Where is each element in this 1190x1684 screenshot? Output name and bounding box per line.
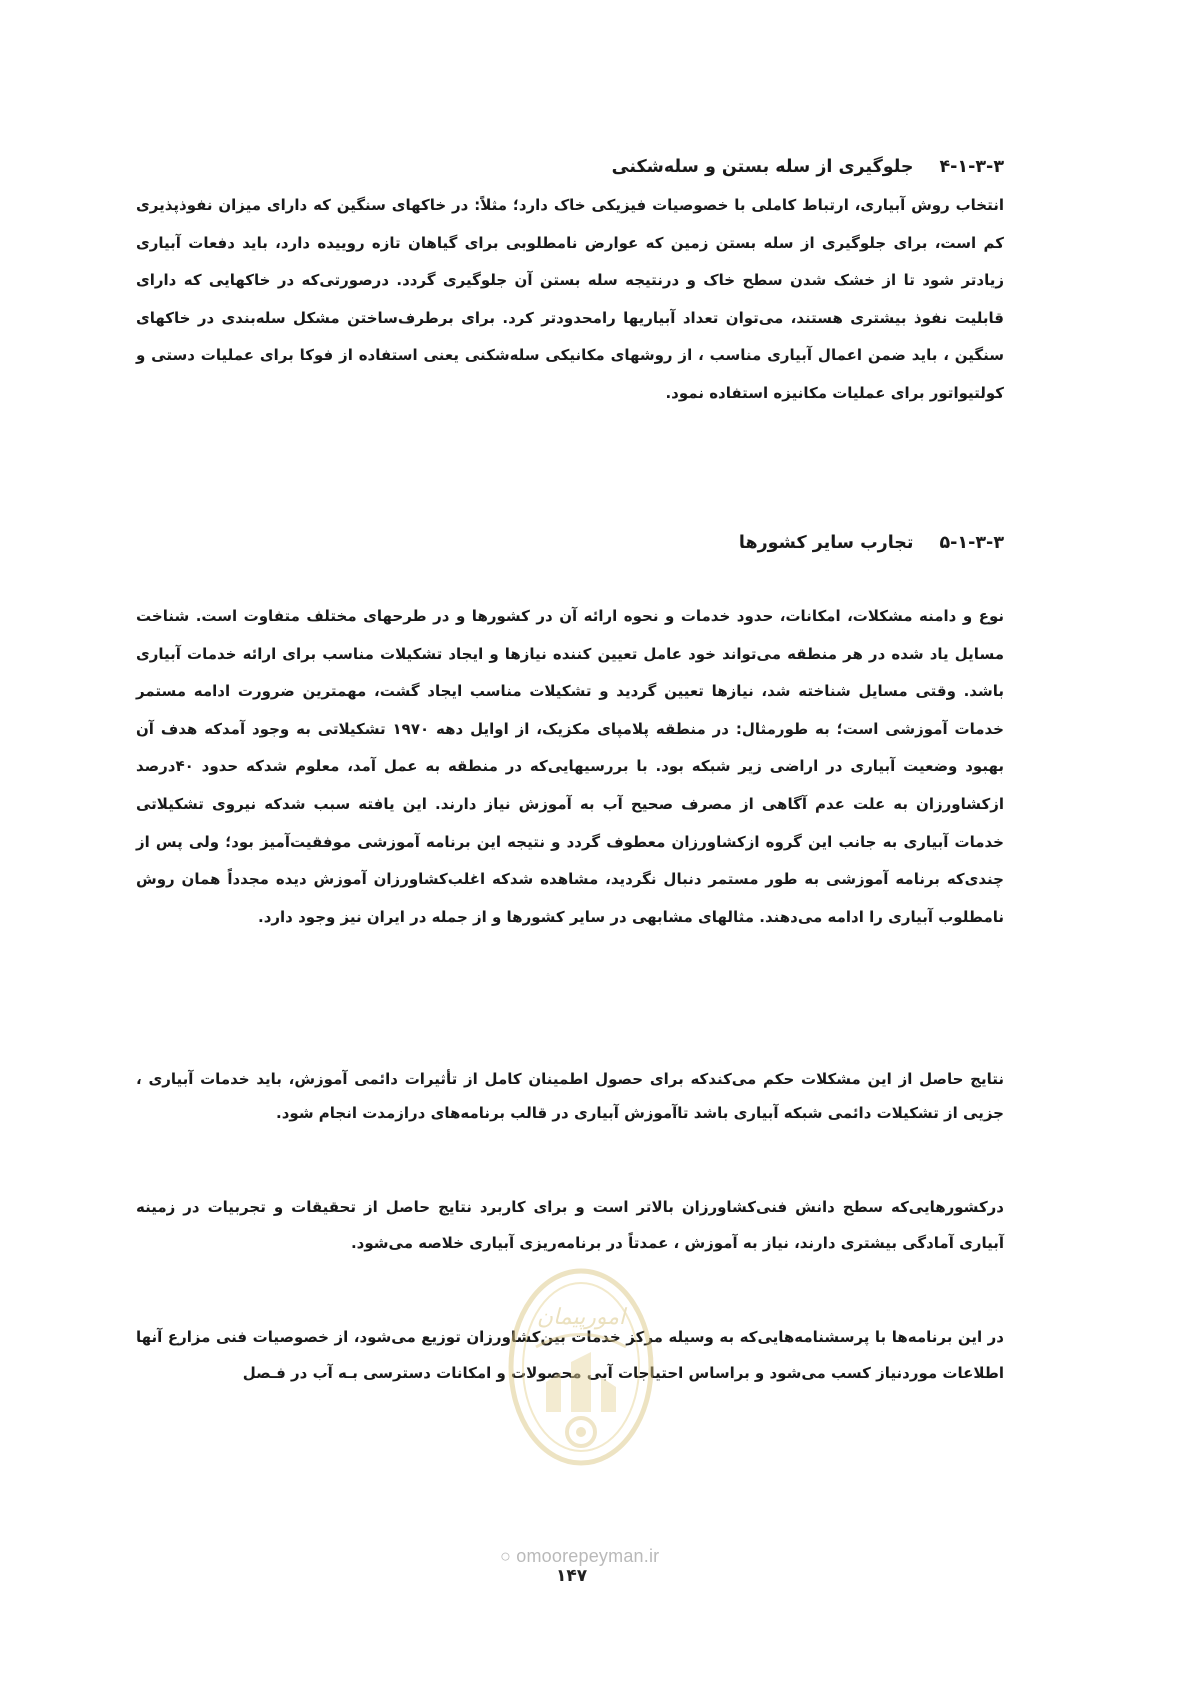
paragraph-other-countries: نوع و دامنه مشکلات، امکانات، حدود خدمات و نحوه ارائه آن در کشورها و در طرحهای مختلف متفاوت است. شناخت مسایل یاد شده در هر منطقه می‌تواند خود عامل تعیین کننده نیازها و ایجاد تشکیلات مناسب برای ارائه خدمات آبیاری باشد. وقتی مسایل شناخته شد، نیازها تعیین گردید و تشکیلات مناسب ایجاد گشت، مهمترین ضرورت ادامه مستمر خدمات آموزشی است؛ به طورمثال: در منطقه پلامپای مکزیک، از اوایل دهه ۱۹۷۰ تشکیلاتی به وجود آمدکه هدف آن بهبود وضعیت آبیاری در اراضی زیر شبکه بود. با بررسیهایی‌که در منطقه به عمل آمد، معلوم شدکه حدود ۴۰درصد ازکشاورزان به علت عدم آگاهی از مصرف صحیح آب به آموزش نیاز دارند. این یافته سبب شدکه نیروی تشکیلاتی خدمات آبیاری به جانب این گروه ازکشاورزان معطوف گردد و نتیجه این برنامه آموزشی موفقیت‌آمیز بود؛ ولی پس از چندی‌که برنامه آموزشی به طور مستمر دنبال نگردید، مشاهده شدکه اغلب‌کشاورزان آموزش دیده مجدداً همان روش نامطلوب آبیاری را ادامه می‌دهند. مثالهای مشابهی در سایر کشورها و از جمله در ایران نیز وجود دارد.	[136, 607, 1004, 926]
paragraph-advanced-countries: درکشورهایی‌که سطح دانش فنی‌کشاورزان بالاتر است و برای کاربرد نتایج حاصل از تحقیقات و تجربیات در زمینه آبیاری آمادگی بیشتری دارند، نیاز به آموزش ، عمدتاً در برنامه‌ریزی آبیاری خلاصه می‌شود.	[136, 1198, 1004, 1252]
section-number: ۴-۱-۳-۳	[939, 156, 1004, 177]
section-number: ۵-۱-۳-۳	[939, 532, 1004, 553]
paragraph-questionnaires: در این برنامه‌ها با پرسشنامه‌هایی‌که به وسیله مرکز خدمات بین‌کشاورزان توزیع می‌شود، از خصوصیات فنی مزارع آنها اطلاعات موردنیاز کسب می‌شود و براساس احتیاجات آبی محصولات و امکانات دسترسی بـه آب در فـصل	[136, 1328, 1004, 1382]
watermark-seal-text: امورپیمان	[536, 1305, 626, 1330]
paragraph-soil-crusting: انتخاب روش آبیاری، ارتباط کاملی با خصوصیات فیزیکی خاک دارد؛ مثلاً: در خاکهای سنگین که دارای میزان نفوذپذیری کم است، برای جلوگیری از سله بستن زمین که عوارض نامطلوبی برای گیاهان تازه روییده دارد، باید دفعات آبیاری زیادتر شود تا از خشک شدن سطح خاک و درنتیجه سله بستن آن جلوگیری گردد. درصورتی‌که در خاکهایی که دارای قابلیت نفوذ بیشتری هستند، می‌توان تعداد آبیاریها رامحدودتر کرد. برای برطرف‌ساختن مشکل سله‌بندی در خاکهای سنگین ، باید ضمن اعمال آبیاری مناسب ، از روشهای مکانیکی سله‌شکنی یعنی استفاده از فوکا برای عملیات دستی و کولتیواتور برای عملیات مکانیزه استفاده نمود.	[136, 196, 1004, 402]
section-heading-4	[612, 153, 1004, 181]
page-number: ۱۴۷	[556, 1566, 588, 1586]
section-heading-5	[739, 529, 1004, 557]
section-title: جلوگیری از سله بستن و سله‌شکنی	[611, 156, 914, 177]
watermark-url-text: omoorepeyman.ir	[516, 1546, 660, 1566]
watermark-logo-icon: ○	[500, 1546, 512, 1566]
watermark-url	[500, 1546, 659, 1567]
paragraph-results: نتایج حاصل از این مشکلات حکم می‌کندکه برای حصول اطمینان کامل از تأثیرات دائمی آموزش، باید خدمات آبیاری ، جزیی از تشکیلات دائمی شبکه آبیاری باشد تاآموزش آبیاری در قالب برنامه‌های درازمدت انجام شود.	[136, 1070, 1004, 1122]
section-title: تجارب سایر کشورها	[738, 532, 914, 553]
document-page	[136, 0, 1004, 1684]
